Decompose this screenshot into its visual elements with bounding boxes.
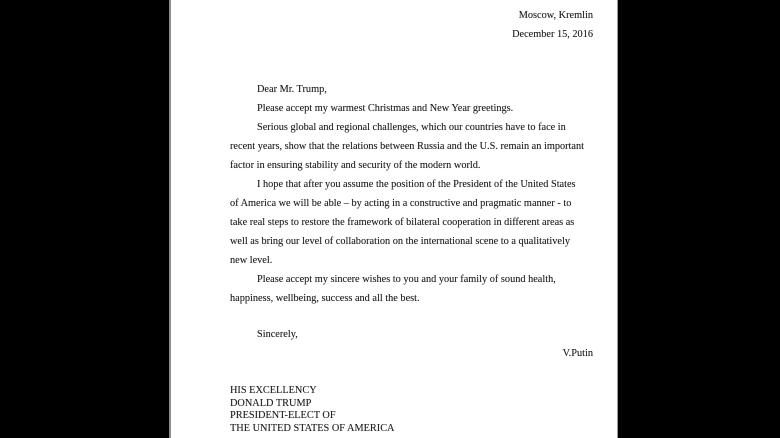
addressee-line: PRESIDENT-ELECT OF	[230, 410, 336, 421]
letter-line: I hope that after you assume the position of the President of the United States	[257, 179, 576, 190]
letter-line: well as bring our level of collaboration on the international scene to a qualitatively	[230, 236, 570, 247]
letterbox-right	[618, 0, 780, 438]
letter-body	[230, 80, 593, 344]
letter-signature: V.Putin	[562, 348, 593, 359]
addressee-line: HIS EXCELLENCY	[230, 385, 317, 396]
letter-line: factor in ensuring stability and security of the modern world.	[230, 160, 481, 171]
letter-line: of America we will be able – by acting in a constructive and pragmatic manner - to	[230, 198, 572, 209]
letter-line: new level.	[230, 255, 273, 266]
letterbox-left	[0, 0, 169, 438]
letter-paragraph	[230, 118, 593, 175]
letter-addressee	[230, 385, 593, 435]
addressee-line: DONALD TRUMP	[230, 397, 312, 409]
letter-line: recent years, show that the relations between Russia and the U.S. remain an important	[230, 141, 584, 152]
letter-paragraph	[230, 99, 593, 118]
letter-line: Dear Mr. Trump,	[257, 84, 327, 95]
letter-location: Moscow, Kremlin	[518, 10, 593, 21]
letter-date: December 15, 2016	[512, 29, 593, 40]
letter-paragraph	[230, 325, 593, 344]
letter-line: Please accept my warmest Christmas and New Year greetings.	[257, 103, 514, 114]
letter-paragraph	[230, 80, 593, 99]
letter-document	[169, 0, 618, 438]
letter-line: Serious global and regional challenges, which our countries have to face in	[257, 122, 566, 133]
letter-line: Please accept my sincere wishes to you and your family of sound health,	[257, 274, 556, 285]
letter-line: happiness, wellbeing, success and all the best.	[230, 293, 420, 304]
letter-dateline-block	[230, 6, 593, 44]
letter-paragraph	[230, 175, 593, 270]
letter-paragraph	[230, 270, 593, 308]
letter-line: Sincerely,	[257, 329, 298, 340]
letter-line: take real steps to restore the framework of bilateral cooperation in different areas as	[230, 217, 575, 228]
addressee-line: THE UNITED STATES OF AMERICA	[230, 422, 395, 434]
